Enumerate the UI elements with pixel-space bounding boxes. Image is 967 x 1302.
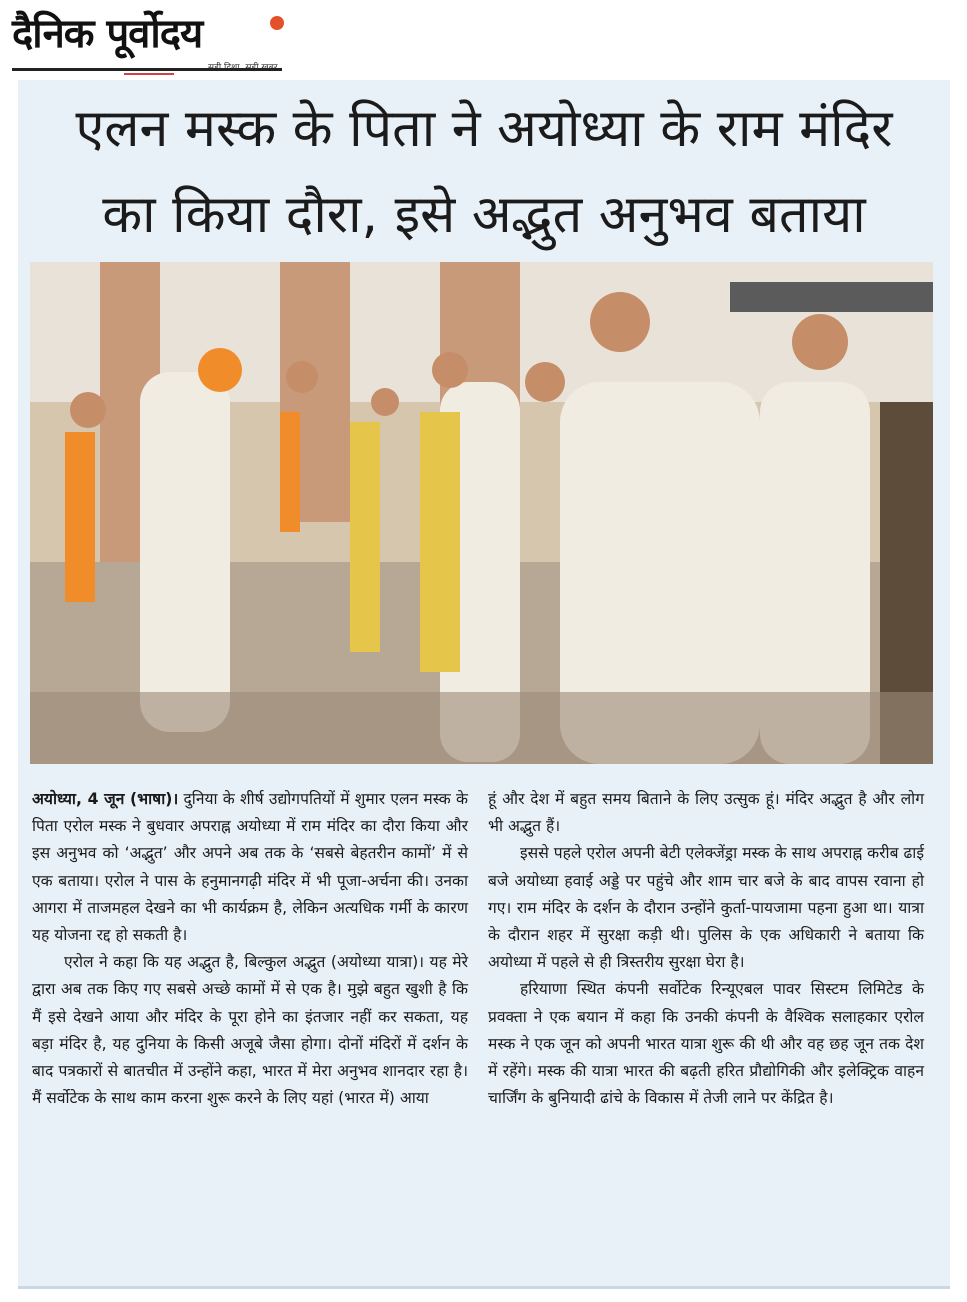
paragraph: हूं और देश में बहुत समय बिताने के लिए उत्सुक हूं। मंदिर अद्भुत है और लोग भी अद्भुत हैं। <box>488 790 924 836</box>
logo-dot-icon <box>270 16 284 30</box>
paragraph <box>32 786 468 949</box>
headline <box>28 86 940 258</box>
photo-illustration <box>30 262 933 764</box>
paragraph-text: दुनिया के शीर्ष उद्योगपतियों में शुमार एलन मस्क के पिता एरोल मस्क ने बुधवार अपराह्न अयोध्या में राम मंदिर का दौरा किया और इस अनुभव को ‘अद्भुत’ और अपने अब तक के ‘सबसे बेहतरीन कामों’ में से एक बताया। एरोल ने पास के हनुमानगढ़ी मंदिर में भी पूजा-अर्चना की। उनका आगरा में ताजमहल देखने का भी कार्यक्रम है, लेकिन अत्यधिक गर्मी के कारण यह योजना रद्द हो सकती है। <box>32 790 468 945</box>
paragraph: हरियाणा स्थित कंपनी सर्वोटेक रिन्यूएबल पावर सिस्टम लिमिटेड के प्रवक्ता ने एक बयान में कहा कि उनकी कंपनी के वैश्विक सलाहकार एरोल मस्क ने एक जून को अपनी भारत यात्रा शुरू की थी और वह छह जून तक देश में रहेंगे। मस्क की यात्रा भारत की बढ़ती हरित प्रौद्योगिकी और इलेक्ट्रिक वाहन चार्जिंग के बुनियादी ढांचे के विकास में तेजी लाने पर केंद्रित है। <box>488 980 924 1108</box>
bottom-rule <box>18 1286 950 1289</box>
headline-line-2: का किया दौरा, इसे अद्भुत अनुभव बताया <box>102 185 866 245</box>
dateline: अयोध्या, 4 जून (भाषा)। <box>32 790 179 808</box>
headline-line-1: एलन मस्क के पिता ने अयोध्या के राम मंदिर <box>75 99 893 159</box>
masthead <box>12 10 284 72</box>
masthead-accent-rule <box>124 73 174 75</box>
paragraph: इससे पहले एरोल अपनी बेटी एलेक्जेंड्रा मस्क के साथ अपराह्न करीब ढाई बजे अयोध्या हवाई अड्डे पर पहुंचे और शाम चार बजे के बाद वापस रवाना हो गए। राम मंदिर के दर्शन के दौरान उन्होंने कुर्ता-पायजामा पहना हुआ था। यात्रा के दौरान शहर में सुरक्षा कड़ी थी। पुलिस के एक अधिकारी ने बताया कि अयोध्या में पहले से ही त्रिस्तरीय सुरक्षा घेरा है। <box>488 844 924 972</box>
article-column-left <box>32 786 468 1112</box>
paragraph: एरोल ने कहा कि यह अद्भुत है, बिल्कुल अद्भुत (अयोध्या यात्रा)। यह मेरे द्वारा अब तक किए गए सबसे अच्छे कामों में से एक है। मुझे बहुत खुशी है कि मैं इसे देखने आया और मंदिर के पूरा होने का इंतजार नहीं कर सकता, यह बड़ा मंदिर है, यह दुनिया के किसी अजूबे जैसा होगा। दोनों मंदिरों में दर्शन के बाद पत्रकारों से बातचीत में उन्होंने कहा, भारत में मेरा अनुभव शानदार रहा है। मैं सर्वोटेक के साथ काम करना शुरू करने के लिए यहां (भारत में) आया <box>32 953 468 1108</box>
news-photo <box>30 262 933 764</box>
newspaper-logo: दैनिक पूर्वोदय <box>12 11 203 57</box>
masthead-tagline <box>208 60 278 73</box>
article-panel <box>18 80 950 1286</box>
masthead-rule <box>12 68 282 71</box>
article-column-right <box>488 786 924 1112</box>
